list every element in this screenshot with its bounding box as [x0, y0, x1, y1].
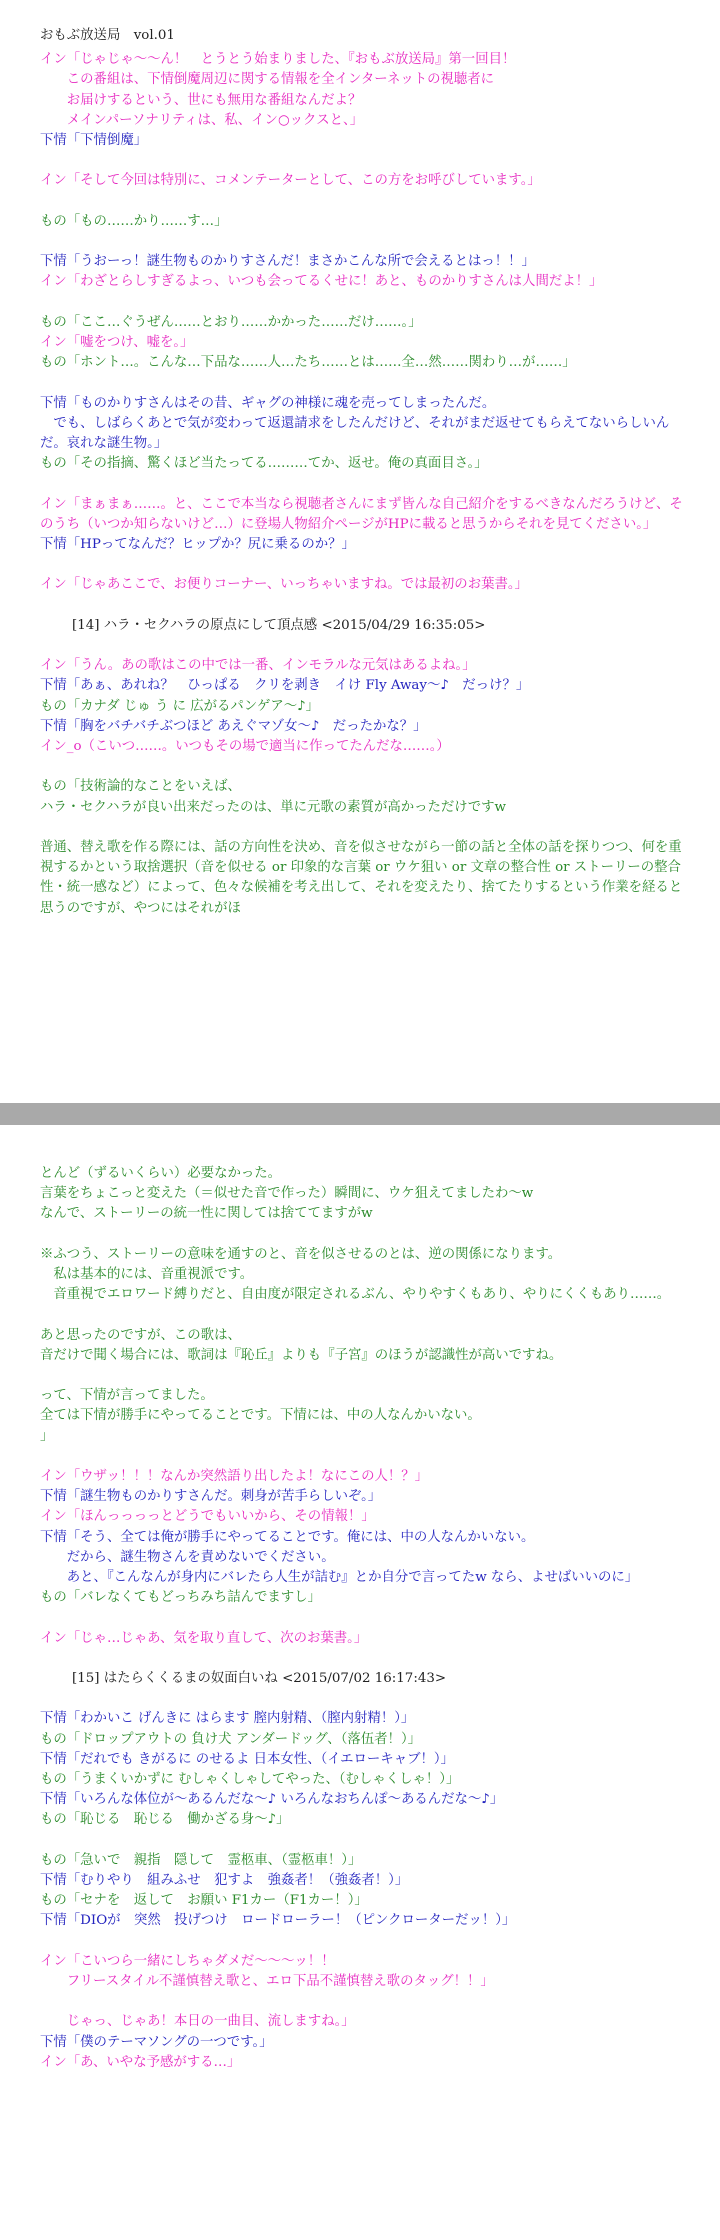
line-in: イン「まぁまぁ……。と、ここで本当なら視聴者さんにまず皆んな自己紹介をするべきなんだろうけど、そのうち（いつか知らないけど…）に登場人物紹介ページがHPに載ると思うからそれを見てください。」: [40, 496, 683, 532]
line-in: この番組は、下情倒魔周辺に関する情報を全インターネットの視聴者に: [40, 72, 495, 88]
line-mono: もの「うまくいかずに むしゃくしゃしてやった、（むしゃくしゃ！）」: [40, 1771, 460, 1787]
line-mono: もの「ホント…。こんな…下品な……人…たち……とは……全…然……関わり…が……」: [40, 355, 576, 371]
dialogue-lines-2: [40, 1164, 690, 2073]
line-mono: もの「ドロップアウトの 負け犬 アンダードッグ、（落伍者！）」: [40, 1731, 422, 1747]
line-mono: 音重視でエロワード縛りだと、自由度が限定されるぶん、やりやすくもあり、やりにくくもあり……。: [40, 1287, 671, 1303]
blank-line: [40, 1689, 690, 1709]
line-gejou: あと、『こんなんが身内にバレたら人生が詰む』とか自分で言ってたw なら、よせばいいのに」: [40, 1570, 639, 1585]
line-mono: って、下情が言ってました。: [40, 1388, 214, 1404]
line-gejou: 下情「胸をバチバチぶつほど あえぐマゾ女～♪ だったかな？」: [40, 718, 427, 734]
line-in: イン「嘘をつけ、嘘を。」: [40, 334, 194, 350]
blank-line: [40, 293, 690, 313]
line-gejou: 下情「いろんな体位が～あるんだな～♪ いろんなおちんぽ～あるんだな～♪」: [40, 1792, 504, 1808]
line-gejou: でも、しばらくあとで気が変わって返還請求をしたんだけど、それがまだ返せてもらえてないらしいんだ。哀れな謎生物。」: [40, 415, 670, 451]
line-in: イン「うん。あの歌はこの中では一番、インモラルな元気はあるよね。」: [40, 658, 476, 674]
line-mono: もの「技術論的なことをいえば、: [40, 779, 241, 795]
page-separator: [0, 1103, 720, 1125]
line-mono: 全ては下情が勝手にやってることです。下情には、中の人なんかいない。: [40, 1408, 481, 1424]
dialogue-lines-1: [40, 50, 690, 919]
line-in: イン「わざとらしすぎるよっ、いつも会ってるくせに！あと、ものかりすさんは人間だよ！」: [40, 274, 603, 290]
line-gejou: 下情「僕のテーマソングの一つです。」: [40, 2034, 273, 2050]
page-1: [0, 0, 720, 1103]
blank-line: [40, 1992, 690, 2012]
line-in: イン「じゃあここで、お便りコーナー、いっちゃいますね。では最初のお葉書。」: [40, 577, 528, 593]
line-mono: なんで、ストーリーの統一性に関しては捨ててますがw: [40, 1206, 373, 1222]
blank-line: [40, 373, 690, 393]
line-in: イン「こいつら一緒にしちゃダメだ～～～ッ！！: [40, 1953, 335, 1969]
line-mono: もの「恥じる 恥じる 働かざる身～♪」: [40, 1812, 290, 1828]
line-mono: とんど（ずるいくらい）必要なかった。: [40, 1166, 282, 1181]
page-2: [0, 1125, 720, 2240]
line-gejou: 下情「むりやり 組みふせ 犯すよ 強姦者！（強姦者！）」: [40, 1872, 409, 1888]
blank-line: [40, 818, 690, 838]
line-in: イン「じゃ…じゃあ、気を取り直して、次のお葉書。」: [40, 1630, 368, 1646]
line-gejou: 下情「下情倒魔」: [40, 133, 148, 149]
page-1-content: [40, 26, 690, 919]
blank-line: [40, 1305, 690, 1325]
page-2-content: [40, 1164, 690, 2073]
blank-line: [40, 1932, 690, 1952]
letter-heading: [15] はたらくくるまの奴面白いね <2015/07/02 16:17:43>: [72, 1670, 447, 1686]
blank-line: [40, 474, 690, 494]
blank-line: [40, 1366, 690, 1386]
line-gejou: 下情「DIOが 突然 投げつけ ロードローラー！（ピンクローターだッ！）」: [40, 1913, 516, 1929]
line-mono: 普通、替え歌を作る際には、話の方向性を決め、音を似させながら一節の話と全体の話を探りつつ、何を重視するかという取捨選択（音を似せる or 印象的な言葉 or ウケ狙い or 文章の整合性 or ストーリーの整合性・統一感など）によって、色々な候補を考え出して、それを変えたり、捨てたりするという作業を経ると思うのですが、やつにはそれがほ: [40, 839, 683, 916]
line-gejou: 下情「だれでも きがるに のせるよ 日本女性、（イエローキャブ！）」: [40, 1751, 454, 1767]
line-in: フリースタイル不謹慎替え歌と、エロ下品不謹慎替え歌のタッグ！！」: [40, 1973, 494, 1989]
line-mono: 私は基本的には、音重視派です。: [40, 1267, 254, 1282]
line-mono: ※ふつう、ストーリーの意味を通すのと、音を似させるのとは、逆の関係になります。: [40, 1246, 562, 1262]
line-mono: あと思ったのですが、この歌は、: [40, 1327, 241, 1343]
line-gejou: 下情「HPってなんだ？ヒップか？尻に乗るのか？」: [40, 536, 355, 552]
line-mono: もの「その指摘、驚くほど当たってる………てか、返せ。俺の真面目さ。」: [40, 456, 488, 472]
blank-line: [40, 757, 690, 777]
line-in: お届けするという、世にも無用な番組なんだよ？: [40, 92, 362, 108]
line-mono: もの「急いで 親指 隠して 霊柩車、（霊柩車！）」: [40, 1852, 362, 1868]
line-mono: もの「もの……かり……す…」: [40, 213, 228, 229]
line-in: イン「じゃじゃ～～ん！ とうとう始まりました、『おもぶ放送局』第一回目！: [40, 52, 516, 68]
blank-line: [40, 232, 690, 252]
line-gejou: 下情「ものかりすさんはその昔、ギャグの神様に魂を売ってしまったんだ。: [40, 395, 496, 411]
line-in: じゃっ、じゃあ！本日の一曲目、流しますね。」: [40, 2014, 355, 2030]
line-mono: 」: [40, 1428, 54, 1444]
line-in: イン_o（こいつ……。いつもその場で適当に作ってたんだな……。）: [40, 738, 450, 754]
blank-line: [40, 596, 690, 616]
line-mono: 言葉をちょこっと変えた（＝似せた音で作った）瞬間に、ウケ狙えてましたわ～w: [40, 1186, 534, 1202]
blank-line: [40, 636, 690, 656]
blank-line: [40, 1225, 690, 1245]
episode-title: おもぶ放送局 vol.01: [40, 28, 175, 43]
line-in: イン「そして今回は特別に、コメンテーターとして、この方をお呼びしています。」: [40, 173, 541, 189]
letter-heading: [14] ハラ・セクハラの原点にして頂点感 <2015/04/29 16:35:05>: [72, 617, 486, 633]
blank-line: [40, 1447, 690, 1467]
line-gejou: 下情「わかいこ げんきに はらます 膣内射精、（膣内射精！）」: [40, 1711, 415, 1727]
line-mono: もの「ここ…ぐうぜん……とおり……かかった……だけ……。」: [40, 314, 422, 330]
blank-line: [40, 151, 690, 171]
line-in: イン「ウザッ！！！なんか突然語り出したよ！なにこの人！？」: [40, 1468, 429, 1484]
line-in: イン「あ、いやな予感がする…」: [40, 2054, 241, 2070]
line-mono: もの「バレなくてもどっちみち詰んでますし」: [40, 1590, 321, 1606]
blank-line: [40, 192, 690, 212]
line-in: メインパーソナリティは、私、イン○ックスと、」: [40, 112, 364, 128]
line-gejou: 下情「うおーっ！謎生物ものかりすさんだ！まさかこんな所で会えるとはっ！！」: [40, 254, 535, 270]
blank-line: [40, 1649, 690, 1669]
line-gejou: だから、謎生物さんを責めないでください。: [40, 1549, 335, 1565]
line-mono: もの「カナダ じゅ う に 広がるパンゲア～♪」: [40, 698, 320, 714]
line-gejou: 下情「謎生物ものかりすさんだ。刺身が苦手らしいぞ。」: [40, 1489, 382, 1505]
line-gejou: 下情「あぁ、あれね？ ひっぱる クリを剥き イけ Fly Away～♪ だっけ？」: [40, 678, 530, 694]
line-mono: もの「セナを 返して お願い F1カー（F1カー！）」: [40, 1893, 368, 1909]
line-in: イン「ほんっっっっとどうでもいいから、その情報！」: [40, 1509, 375, 1525]
line-mono: 音だけで聞く場合には、歌詞は『恥丘』よりも『子宮』のほうが認識性が高いですね。: [40, 1347, 563, 1363]
line-mono: ハラ・セクハラが良い出来だったのは、単に元歌の素質が高かっただけですw: [40, 799, 506, 815]
line-gejou: 下情「そう、全ては俺が勝手にやってることです。俺には、中の人なんかいない。: [40, 1529, 535, 1545]
blank-line: [40, 555, 690, 575]
blank-line: [40, 1608, 690, 1628]
blank-line: [40, 1831, 690, 1851]
